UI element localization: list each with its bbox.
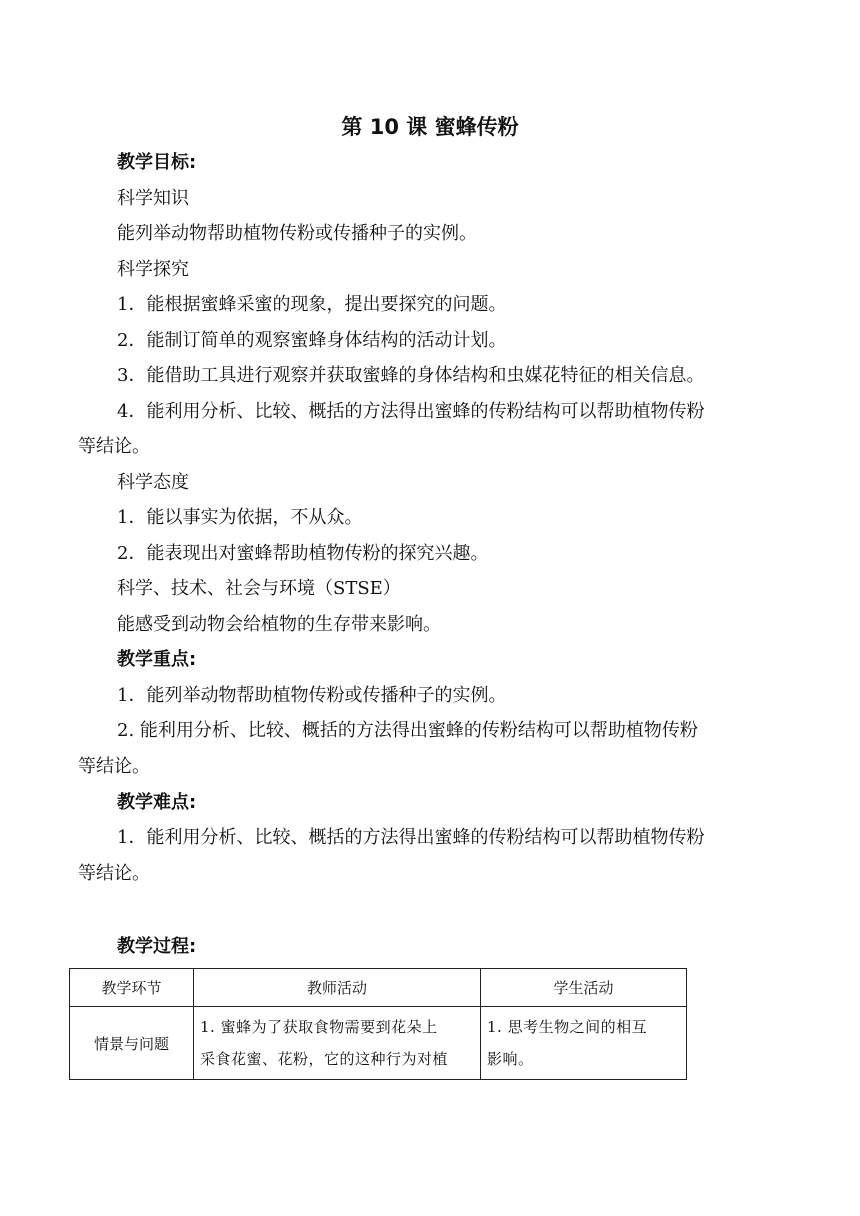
knowledge-label: 科学知识 xyxy=(117,188,189,209)
key-point-item-continued: 等结论。 xyxy=(78,756,150,777)
student-activity-line: 1. 思考生物之间的相互 xyxy=(487,1018,648,1036)
difficulty-item: 1．能利用分析、比较、概括的方法得出蜜蜂的传粉结构可以帮助植物传粉 xyxy=(117,827,705,848)
student-activity-cell xyxy=(481,1007,687,1080)
inquiry-item: 2．能制订简单的观察蜜蜂身体结构的活动计划。 xyxy=(117,330,507,351)
stse-item: 能感受到动物会给植物的生存带来影响。 xyxy=(117,614,441,635)
knowledge-item: 能列举动物帮助植物传粉或传播种子的实例。 xyxy=(117,223,477,244)
column-header-stage: 教学环节 xyxy=(70,969,194,1007)
inquiry-item: 3．能借助工具进行观察并获取蜜蜂的身体结构和虫媒花特征的相关信息。 xyxy=(117,365,705,386)
table-row xyxy=(70,1007,687,1080)
attitude-label: 科学态度 xyxy=(117,472,189,493)
page-title: 第 10 课 蜜蜂传粉 xyxy=(341,115,519,139)
process-table xyxy=(69,968,687,1080)
difficulties-heading: 教学难点: xyxy=(117,792,197,813)
attitude-item: 1．能以事实为依据，不从众。 xyxy=(117,507,363,528)
column-header-student: 学生活动 xyxy=(481,969,687,1007)
inquiry-label: 科学探究 xyxy=(117,259,189,280)
inquiry-item-continued: 等结论。 xyxy=(78,436,150,457)
inquiry-item: 1．能根据蜜蜂采蜜的现象，提出要探究的问题。 xyxy=(117,294,507,315)
teacher-activity-line: 1. 蜜蜂为了获取食物需要到花朵上 xyxy=(200,1018,438,1036)
key-point-item: 2. 能利用分析、比较、概括的方法得出蜜蜂的传粉结构可以帮助植物传粉 xyxy=(117,720,698,741)
objectives-heading: 教学目标: xyxy=(117,152,197,173)
inquiry-item: 4．能利用分析、比较、概括的方法得出蜜蜂的传粉结构可以帮助植物传粉 xyxy=(117,401,705,422)
teacher-activity-cell xyxy=(194,1007,481,1080)
attitude-item: 2．能表现出对蜜蜂帮助植物传粉的探究兴趣。 xyxy=(117,543,489,564)
process-heading: 教学过程: xyxy=(117,936,197,957)
teacher-activity-line: 采食花蜜、花粉，它的这种行为对植 xyxy=(200,1050,449,1068)
student-activity-line: 影响。 xyxy=(487,1050,534,1068)
difficulty-item-continued: 等结论。 xyxy=(78,863,150,884)
key-points-heading: 教学重点: xyxy=(117,649,197,670)
key-point-item: 1．能列举动物帮助植物传粉或传播种子的实例。 xyxy=(117,685,507,706)
stage-cell: 情景与问题 xyxy=(70,1007,194,1080)
column-header-teacher: 教师活动 xyxy=(194,969,481,1007)
table-header-row xyxy=(70,969,687,1007)
stse-label: 科学、技术、社会与环境（STSE） xyxy=(117,578,401,599)
